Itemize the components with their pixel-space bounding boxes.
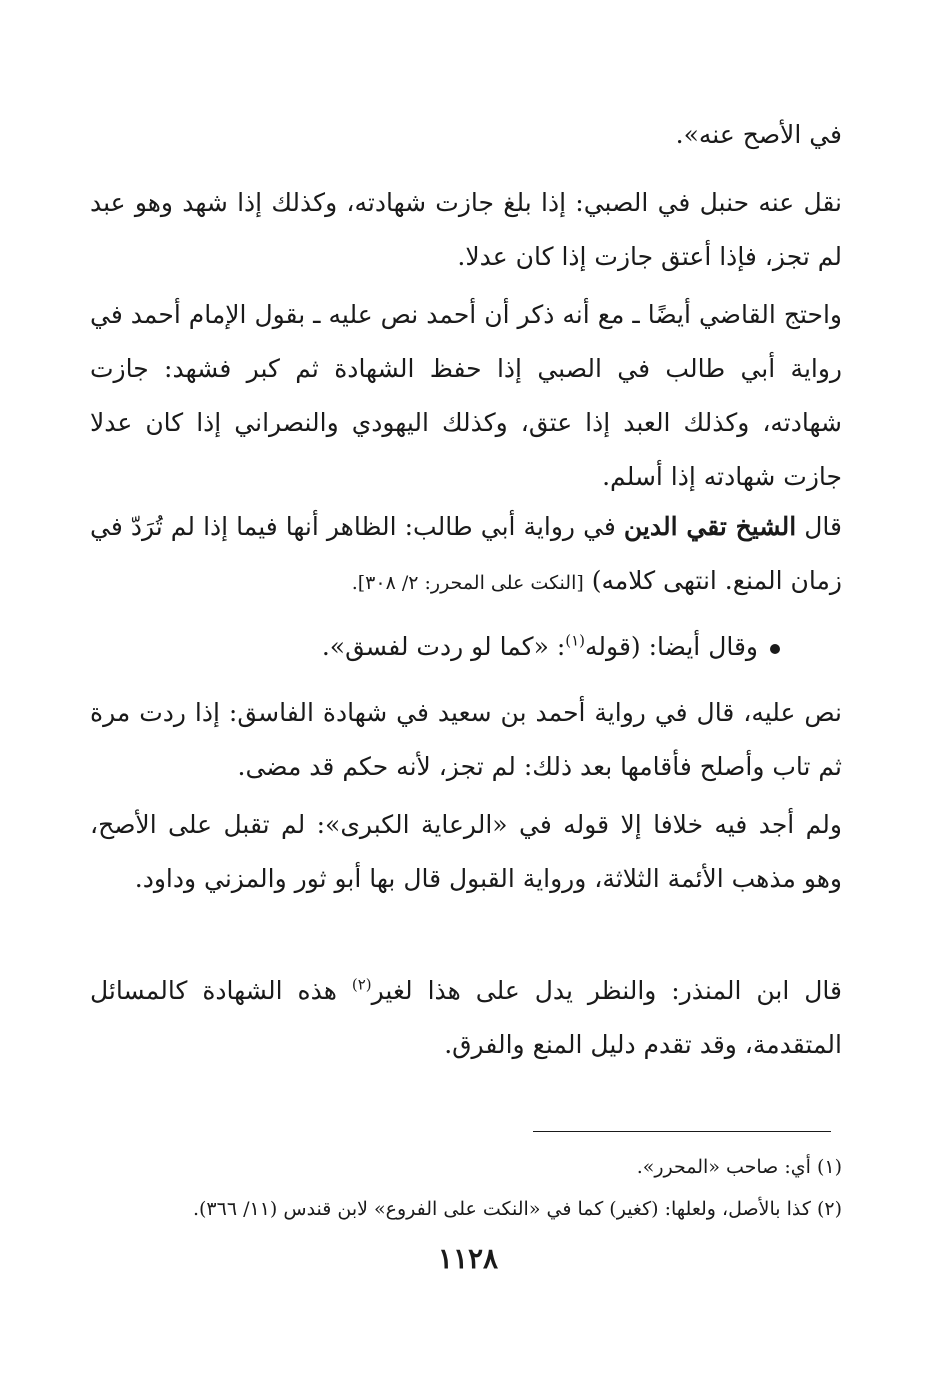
paragraph-text-after: هذه الشهادة كالمسائل المتقدمة، وقد تقدم دليل المنع والفرق. <box>90 976 842 1059</box>
paragraph-text-before: قال ابن المنذر: والنظر يدل على هذا لغير <box>371 976 843 1005</box>
paragraph-text: نقل عنه حنبل في الصبي: إذا بلغ جازت شهادته، وكذلك إذا شهد وهو عبد لم تجز، فإذا أعتق جازت إذا كان عدلا. <box>90 188 842 271</box>
paragraph-hanbal-narration <box>90 176 842 284</box>
paragraph-text: ولم أجد فيه خلافا إلا قوله في «الرعاية الكبرى»: لم تقبل على الأصح، وهو مذهب الأئمة الثلاثة، ورواية القبول قال بها أبو ثور والمزني وداود. <box>90 810 842 893</box>
paragraph-text: نص عليه، قال في رواية أحمد بن سعيد في شهادة الفاسق: إذا ردت مرة ثم تاب وأصلح فأقامها بعد ذلك: لم تجز، لأنه حكم قد مضى. <box>90 698 842 781</box>
paragraph-text <box>90 964 842 1072</box>
paragraph-prefix: قال <box>796 512 842 541</box>
page-number: ١١٢٨ <box>437 1242 499 1275</box>
footnote-1: (١) أي: صاحب «المحرر». <box>636 1156 842 1178</box>
footnote-ref-1[interactable]: (١) <box>565 631 586 650</box>
bullet-item <box>200 620 780 674</box>
paragraph-riaya-kubra <box>90 798 842 906</box>
paragraph-text: في الأصح عنه». <box>675 120 842 149</box>
paragraph-ahmad-ibn-said <box>90 686 842 794</box>
bullet-dot-icon <box>770 644 780 654</box>
paragraph-taqi-al-din <box>90 500 842 610</box>
bullet-text-after: : «كما لو ردت لفسق». <box>321 632 566 661</box>
citation: [النكت على المحرر: ٢/ ٣٠٨]. <box>351 572 584 594</box>
paragraph-continuation <box>90 108 842 162</box>
paragraph-text <box>90 500 842 610</box>
footnote-divider <box>533 1131 831 1132</box>
scholar-name: الشيخ تقي الدين <box>623 512 797 541</box>
paragraph-qadi-argument <box>90 288 842 504</box>
paragraph-text: واحتج القاضي أيضًا ـ مع أنه ذكر أن أحمد نص عليه ـ بقول الإمام أحمد في رواية أبي طالب في الصبي إذا حفظ الشهادة ثم كبر فشهد: جازت شهادته، وكذلك العبد إذا عتق، وكذلك اليهودي والنصراني إذا كان عدلا جازت شهادته إذا أسلم. <box>90 300 842 491</box>
paragraph-body: في رواية أبي طالب: الظاهر أنها فيما إذا لم تُرَدّ في زمان المنع. انتهى كلامه) <box>90 512 842 595</box>
paragraph-ibn-al-mundhir <box>90 964 842 1072</box>
bullet-text-before: وقال أيضا: (قوله <box>585 632 758 661</box>
footnote-ref-2[interactable]: (٢) <box>351 975 372 994</box>
footnote-2: (٢) كذا بالأصل، ولعلها: (كغير) كما في «النكت على الفروع» لابن قندس (١١/ ٣٦٦). <box>192 1198 842 1220</box>
